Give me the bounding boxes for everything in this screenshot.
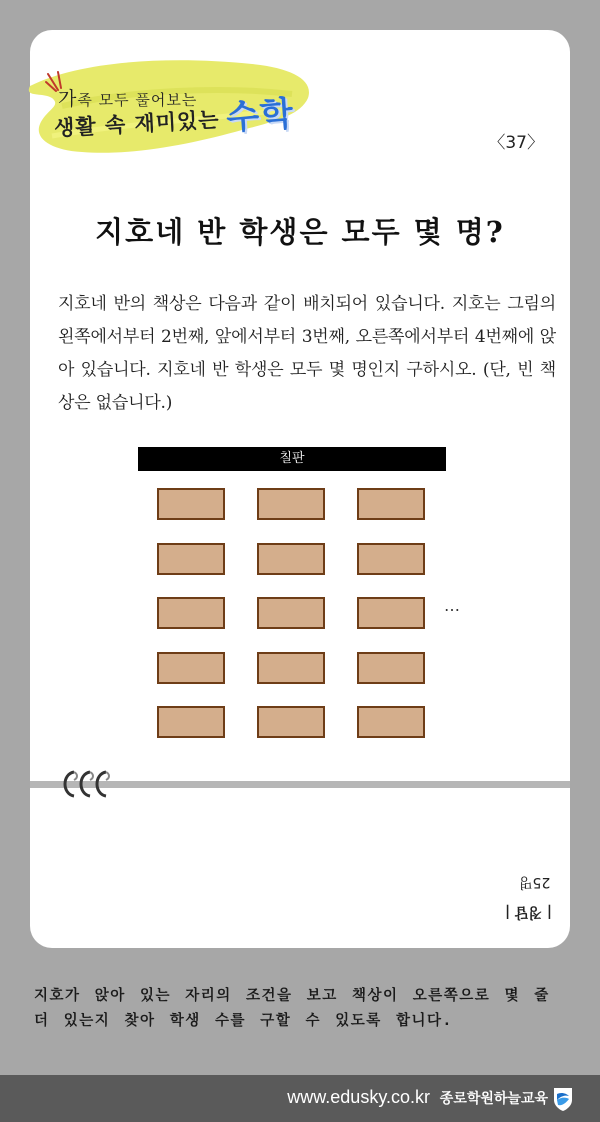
desk xyxy=(257,488,325,520)
problem-text: 지호네 반의 책상은 다음과 같이 배치되어 있습니다. 지호는 그림의 왼쪽에서부터 2번째, 앞에서부터 3번째, 오른쪽에서부터 4번째에 앉아 있습니다. 지호네 반 학생은 모두 몇 명인지 구하시오. (단, 빈 책상은 없습니다.) xyxy=(58,294,556,413)
shield-logo-icon xyxy=(552,1086,574,1112)
desk xyxy=(257,597,325,629)
desk xyxy=(357,652,425,684)
problem-number: 〈37〉 xyxy=(488,133,544,153)
desk xyxy=(257,543,325,575)
desk xyxy=(257,652,325,684)
desk xyxy=(157,597,225,629)
answer-label: | 정답 | xyxy=(504,904,552,920)
desk xyxy=(157,488,225,520)
page-title: 지호네 반 학생은 모두 몇 명? xyxy=(95,215,505,249)
desk xyxy=(157,652,225,684)
hint-text: 지호가 앉아 있는 자리의 조건을 보고 책상이 오른쪽으로 몇 줄 더 있는지 찾아 학생 수를 구할 수 있도록 합니다. xyxy=(34,988,550,1029)
desk xyxy=(357,543,425,575)
desk xyxy=(357,488,425,520)
desk xyxy=(157,543,225,575)
answer-value: 25명 xyxy=(518,874,550,890)
logo-subtitle: 가족 모두 풀어보는 xyxy=(58,88,198,110)
desk xyxy=(157,706,225,738)
logo-math-word: 수학 xyxy=(224,93,296,139)
more-desks-ellipsis: … xyxy=(444,596,460,615)
logo-tagline: 생활 속 재미있는 xyxy=(53,107,221,141)
footer-brand: 종로학원하늘교육 xyxy=(439,1091,548,1107)
footer-bar xyxy=(0,1075,600,1122)
blackboard: 칠판 xyxy=(138,447,446,471)
desk xyxy=(257,706,325,738)
desk xyxy=(357,706,425,738)
desk xyxy=(357,597,425,629)
spiral-rings-icon xyxy=(60,766,120,802)
footer-url-link[interactable]: www.edusky.co.kr xyxy=(287,1087,430,1107)
